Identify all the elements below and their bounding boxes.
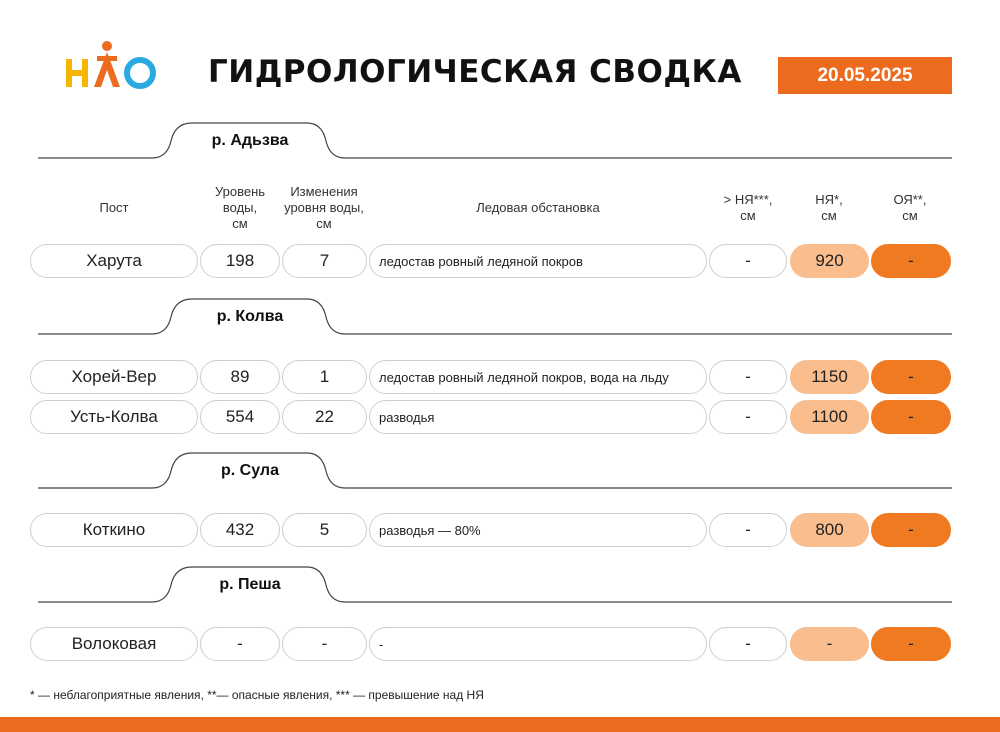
ice-cell: разводья — 80% xyxy=(369,513,707,547)
level-cell: - xyxy=(200,627,280,661)
ice-cell: - xyxy=(369,627,707,661)
over-cell: - xyxy=(709,400,787,434)
river-tab-outline xyxy=(0,451,1000,497)
col-header-line: ОЯ**, xyxy=(893,192,927,207)
ny-cell: - xyxy=(790,627,869,661)
col-header-ny xyxy=(789,192,869,224)
ice-cell: ледостав ровный ледяной покров, вода на льду xyxy=(369,360,707,394)
change-cell: 1 xyxy=(282,360,367,394)
river-tab-outline xyxy=(0,121,1000,167)
post-cell: Харута xyxy=(30,244,198,278)
post-cell: Хорей-Вер xyxy=(30,360,198,394)
oy-cell: - xyxy=(871,627,951,661)
ice-cell: ледостав ровный ледяной покров xyxy=(369,244,707,278)
river-tab-outline xyxy=(0,565,1000,611)
col-header-line: уровня воды, xyxy=(284,200,364,215)
col-header-line: НЯ*, xyxy=(815,192,843,207)
table-row xyxy=(0,513,1000,549)
river-name: р. Колва xyxy=(216,308,284,325)
col-header-line: Изменения xyxy=(290,184,358,199)
col-header-change xyxy=(278,184,370,232)
post-cell: Волоковая xyxy=(30,627,198,661)
date-badge: 20.05.2025 xyxy=(778,57,952,94)
table-row xyxy=(0,400,1000,436)
level-cell: 432 xyxy=(200,513,280,547)
ice-cell: разводья xyxy=(369,400,707,434)
level-cell: 89 xyxy=(200,360,280,394)
ny-cell: 920 xyxy=(790,244,869,278)
col-header-line: см xyxy=(902,208,918,223)
river-tab-adzva xyxy=(0,121,1000,167)
ny-cell: 1100 xyxy=(790,400,869,434)
col-header-level xyxy=(199,184,281,232)
col-header-line: см xyxy=(821,208,837,223)
river-name: р. Сула xyxy=(221,462,279,479)
col-header-over xyxy=(708,192,788,224)
table-row xyxy=(0,244,1000,280)
ny-cell: 800 xyxy=(790,513,869,547)
col-header-line: > НЯ***, xyxy=(723,192,773,207)
change-cell: 22 xyxy=(282,400,367,434)
bottom-accent-bar xyxy=(0,717,1000,732)
col-header-line: воды, xyxy=(222,200,258,215)
col-header-line: см xyxy=(232,216,248,231)
over-cell: - xyxy=(709,513,787,547)
col-header-ice: Ледовая обстановка xyxy=(476,200,600,215)
nao-logo xyxy=(64,40,159,92)
oy-cell: - xyxy=(871,360,951,394)
level-cell: 198 xyxy=(200,244,280,278)
col-header-line: Уровень xyxy=(214,184,266,199)
col-header-post: Пост xyxy=(99,200,129,215)
footnote: * — неблагоприятные явления, **— опасные явления, *** — превышение над НЯ xyxy=(30,688,484,702)
river-tab-outline xyxy=(0,297,1000,343)
oy-cell: - xyxy=(871,400,951,434)
over-cell: - xyxy=(709,627,787,661)
river-name: р. Пеша xyxy=(219,576,281,593)
river-tab-kolva xyxy=(0,297,1000,343)
oy-cell: - xyxy=(871,513,951,547)
ny-cell: 1150 xyxy=(790,360,869,394)
table-row xyxy=(0,360,1000,396)
level-cell: 554 xyxy=(200,400,280,434)
over-cell: - xyxy=(709,244,787,278)
page-title: ГИДРОЛОГИЧЕСКАЯ СВОДКА xyxy=(208,54,742,90)
post-cell: Коткино xyxy=(30,513,198,547)
oy-cell: - xyxy=(871,244,951,278)
river-tab-sula xyxy=(0,451,1000,497)
over-cell: - xyxy=(709,360,787,394)
col-header-line: см xyxy=(316,216,332,231)
river-tab-pesha xyxy=(0,565,1000,611)
river-name: р. Адьзва xyxy=(211,132,289,149)
col-header-oy xyxy=(870,192,950,224)
post-cell: Усть-Колва xyxy=(30,400,198,434)
change-cell: 5 xyxy=(282,513,367,547)
change-cell: 7 xyxy=(282,244,367,278)
table-row xyxy=(0,627,1000,663)
col-header-line: см xyxy=(740,208,756,223)
change-cell: - xyxy=(282,627,367,661)
